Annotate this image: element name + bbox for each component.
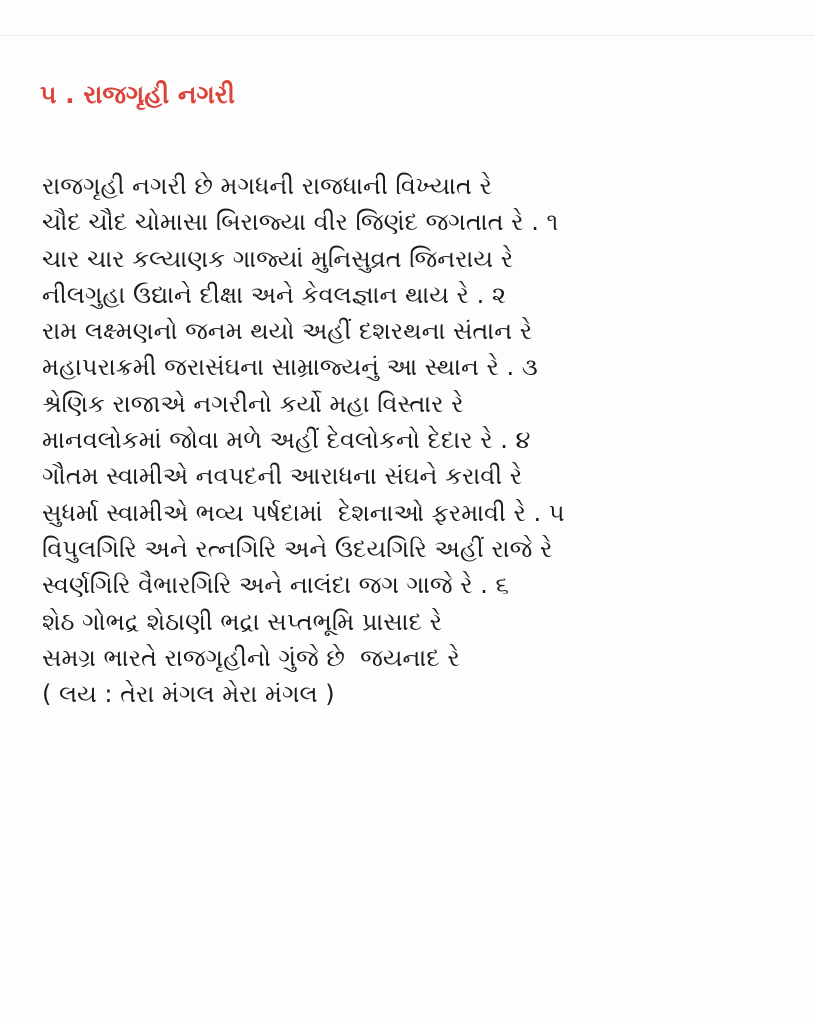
poem-line: વિપુલગિરિ અને રત્નગિરિ અને ઉદયગિરિ અહીં રાજે રે — [42, 534, 553, 563]
poem-line: ગૌતમ સ્વામીએ નવપદની આરાધના સંઘને કરાવી રે — [42, 462, 523, 491]
poem-line: સુધર્મા સ્વામીએ ભવ્ય પર્ષદામાં દેશનાઓ ફરમાવી રે . ૫ — [42, 498, 565, 527]
poem-line: ચાર ચાર કલ્યાણક ગાજ્યાં મુનિસુવ્રત જિનરાય રે — [42, 244, 514, 273]
poem-line: સમગ્ર ભારતે રાજગૃહીનો ગુંજે છે જયનાદ રે — [42, 643, 460, 672]
poem-line: માનવલોકમાં જોવા મળે અહીં દેવલોકનો દેદાર રે . ૪ — [42, 426, 531, 455]
poem-line: રાજગૃહી નગરી છે મગધની રાજધાની વિખ્યાત રે — [42, 172, 492, 200]
poem-line: શેઠ ગોભદ્ર શેઠાણી ભદ્રા સપ્તભૂમિ પ્રાસાદ રે — [42, 607, 443, 636]
poem-line: મહાપરાક્રમી જરાસંઘના સામ્રાજ્યનું આ સ્થાન રે . ૩ — [42, 353, 538, 382]
poem-line: ચૌદ ચૌદ ચોમાસા બિરાજ્યા વીર જિણંદ જગતાત રે . ૧ — [42, 208, 559, 237]
poem-line: સ્વર્ણગિરિ વૈભારગિરિ અને નાલંદા જગ ગાજે રે . ૬ — [42, 571, 509, 600]
poem-line: નીલગુહા ઉદ્યાને દીક્ષા અને કેવલજ્ઞાન થાય રે . ૨ — [42, 280, 506, 309]
poem-line: ( લય : તેરા મંગલ મેરા મંગલ ) — [42, 680, 335, 709]
poem-text — [42, 168, 802, 712]
top-divider — [0, 35, 814, 36]
poem-line: શ્રેણિક રાજાએ નગરીનો કર્યો મહા વિસ્તાર રે — [42, 389, 464, 418]
page-title: ૫ . રાજગૃહી નગરી — [40, 80, 235, 109]
poem-line: રામ લક્ષ્મણનો જનમ થયો અહીં દશરથના સંતાન રે — [42, 317, 533, 346]
